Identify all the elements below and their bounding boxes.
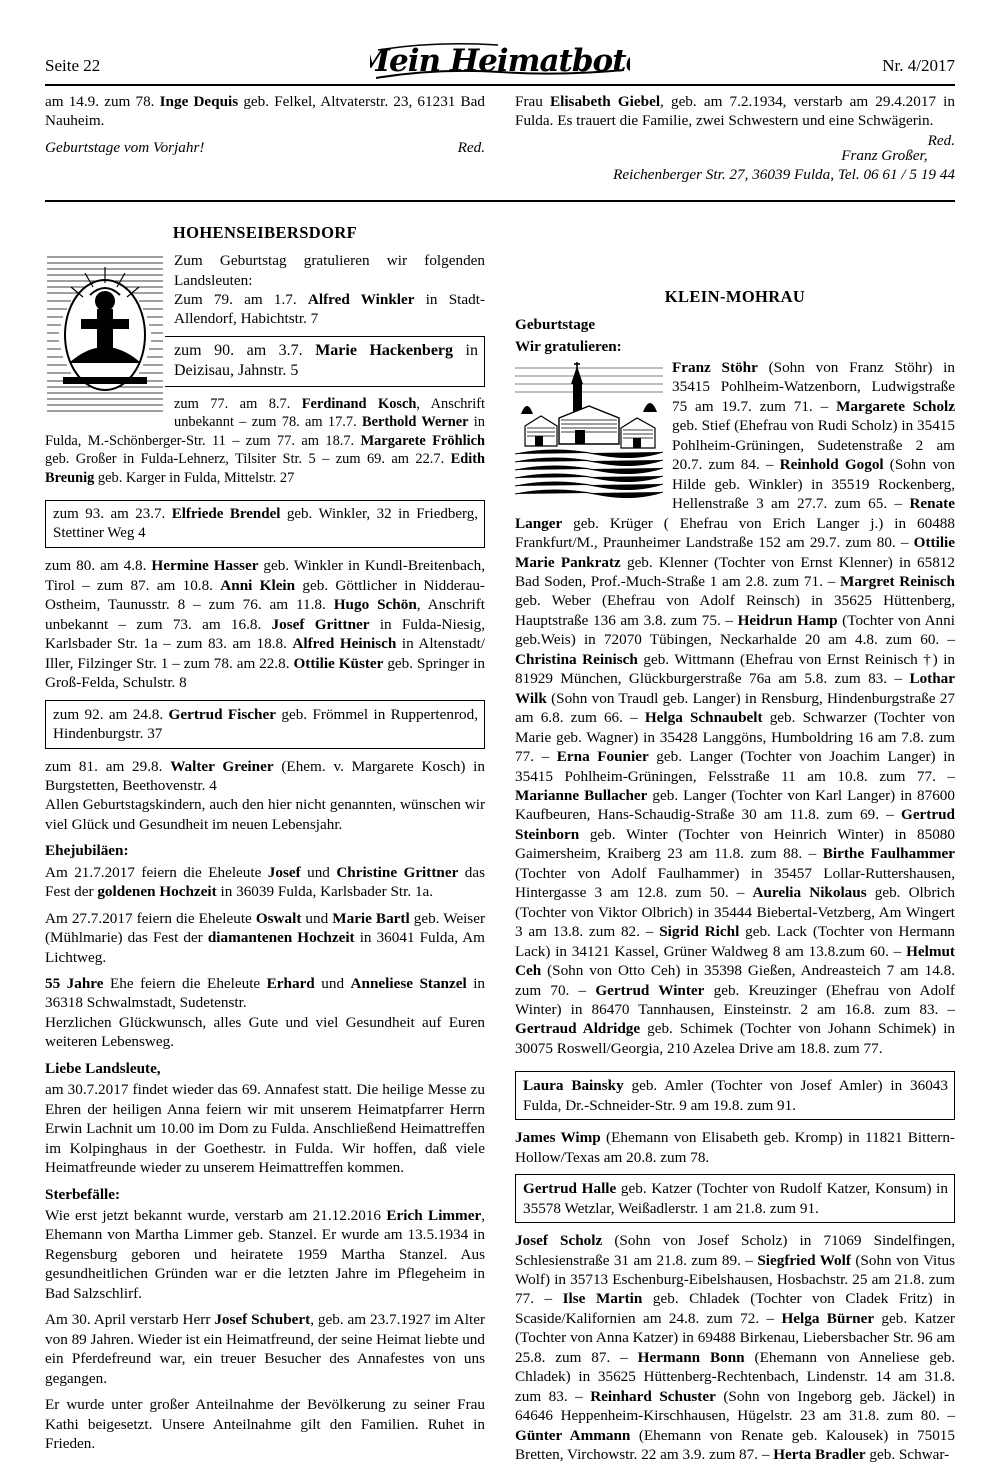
box1-name: Marie Hackenberg <box>315 341 454 359</box>
box3-prefix: zum 92. am 24.8. <box>53 705 169 723</box>
heading-wir-gratulieren: Wir gratulieren: <box>515 337 622 355</box>
heading-liebe-landsleute: Liebe Landsleute, <box>45 1059 161 1077</box>
right-top-pre: Frau <box>515 93 550 110</box>
left-top-note <box>45 138 485 157</box>
heading-sterbefaelle: Sterbefälle: <box>45 1185 121 1203</box>
right-top-sender-address: Reichenberger Str. 27, 36039 Fulda, Tel. 06 61 / 5 19 44 <box>613 166 955 184</box>
birthday-block-3 <box>45 757 485 796</box>
village-church-icon <box>515 360 663 498</box>
box-halle-detail: geb. Katzer (Tochter von Rudolf Katzer, Konsum) in 35578 Wetzlar, Weißadlerstr. 1 am 21.8. zum 91. <box>523 1180 948 1217</box>
page-header <box>45 38 955 82</box>
left-top-note-text: Geburtstage vom Vorjahr! <box>45 138 205 156</box>
klein-mohrau-birthday-list: Franz Stöhr (Sohn von Franz Stöhr) in 35415 Pohlheim-Watzenborn, Ludwigstraße 75 am 19.7. zum 71. – Margarete Scholz geb. Stief (Ehefrau von Rudi Scholz) in 35415 Pohlheim-Grüningen, Sudetenstraße 2 am 20.7. zum 84. – Reinhold Gogol (Sohn von Hilde geb. Winkler) in 35519 Rockenberg, Hellenstraße 3 am 27.7. zum 65. – Renate Langer geb. Krüger ( Ehefrau von Erich Langer j.) in 60488 Frankfurt/M., Praunheimer Landstraße 152 am 29.7. zum 80. – Ottilie Marie Pankratz geb. Klenner (Tochter von Ernst Klenner) in 65812 Bad Soden, Prof.-Much-Straße 1 am 2.8. zum 71. – Margret Reinisch geb. Weber (Ehefrau von Adolf Reinsch) in 35625 Hüttenberg, Hauptstraße 136 am 3.8. zum 75. – Heidrun Hamp (Tochter von Anni geb.Weis) in 72070 Tübingen, Neckarhalde 20 am 4.8. zum 60. – Christina Reinisch geb. Wittmann (Ehefrau von Ernst Reinisch †) in 81929 München, Glückburgerstraße 76a am 5.8. zum 83. – Lothar Wilk (Sohn von Traudl geb. Langer) in Rensburg, Hindenburgstraße 27 am 6.8. zum 66. – Helga Schnaubelt geb. Schwarzer (Tochter von Marie geb. Wagner) in 35428 Langgöns, Humboldring 16 am 7.8. zum 77. – Erna Founier geb. Langer (Tochter von Joachim Langer) in 35415 Pohlheim-Grüningen, Felsstraße 11 am 10.8. zum 77. – Marianne Bullacher geb. Langer (Tochter von Karl Langer) in 87600 Kaufbeuren, Hans-Schaudig-Straße 30 am 11.8. zum 69. – Gertrud Steinborn geb. Winter (Tochter von Heinrich Winter) in 85080 Gaimersheim, Kraiberg 23 am 11.8. zum 88. – Birthe Faulhammer (Tochter von Adolf Faulhammer) in 35457 Lollar-Ruttershausen, Hintergasse 3 am 12.8. zum 50. – Aurelia Nikolaus geb. Olbrich (Tochter von Viktor Olbrich) in 35444 Biebertal-Vetzberg, Am Wingert 3 am 13.8. zum 82. – Sigrid Richl geb. Lack (Tochter von Hermann Lack) in 34121 Kassel, Grüner Waldweg 8 am 13.8.zum 60. – Helmut Ceh (Sohn von Otto Ceh) in 35398 Gießen, Andreasteich 7 am 14.8. zum 70. – Gertrud Winter geb. Kreuzinger (Ehefrau von Adolf Winter) in 86470 Tannhausen, Einsteinstr. 2 am 16.8. zum 83. – Gertraud Aldridge geb. Schimek (Tochter von Johann Schimek) in 30075 Roswell/Georgia, 210 Azelea Drive am 18.8. zum 77. <box>515 359 956 1057</box>
entry-name: Alfred Winkler <box>307 291 415 309</box>
left-column <box>45 222 485 1460</box>
svg-text:Mein Heimatbote: Mein Heimatbote <box>370 43 630 79</box>
birthday-block-1: zum 77. am 8.7. Ferdinand Kosch, Anschrift unbekannt – zum 78. am 17.7. Berthold Werner in Fulda, M.-Schönberger-Str. 11 – zum 77. am 18.7. Margarete Fröhlich geb. Großer in Fulda-Lehnerz, Tilsiter Str. 5 – zum 69. am 22.7. Edith Breunig geb. Karger in Fulda, Mittelstr. 27 <box>45 395 485 486</box>
heading-geburtstage: Geburtstage <box>515 316 596 334</box>
heading-ehejubilaeen: Ehejubiläen: <box>45 842 129 860</box>
box-laura-detail: geb. Amler (Tochter von Josef Amler) in 36043 Fulda, Dr.-Schneider-Str. 9 am 19.8. zum 91. <box>523 1077 948 1114</box>
box2-name: Elfriede Brendel <box>171 506 281 523</box>
masthead-wordmark-icon <box>370 38 630 82</box>
box1-suffix: in Deizisau, Jahnstr. 5 <box>174 341 479 380</box>
anniversary-congrats: Herzlichen Glückwunsch, alles Gute und viel Gesundheit auf Euren weiteren Lebensweg. <box>45 1013 485 1051</box>
entry-prefix: Zum 79. am 1.7. <box>174 291 308 309</box>
header-divider <box>45 84 955 86</box>
highlight-box-elfriede-brendel <box>45 500 485 548</box>
box2-prefix: zum 93. am 23.7. <box>53 506 172 523</box>
wimp-name: James Wimp <box>515 1129 601 1147</box>
anniversary-1: Am 21.7.2017 feiern die Eheleute Josef und Christine Grittner das Fest der goldenen Hochzeit in 36039 Fulda, Karlsbader Str. 1a. <box>45 863 486 901</box>
right-top-signature: Red. <box>927 131 955 149</box>
entry-suffix: in Stadt-Allendorf, Habichtstr. 7 <box>174 291 485 328</box>
issue-number-label: Nr. 4/2017 <box>882 56 955 75</box>
page-number-label: Seite 22 <box>45 56 101 75</box>
block3-prefix: zum 81. am 29.8. <box>45 757 171 775</box>
obituary-2: Am 30. April verstarb Herr Josef Schubert, geb. am 23.7.1927 im Alter von 89 Jahren. Wieder ist ein Heimatfreund, der seine Heimat liebte und ein Pferdefreund war, ein treuer Besucher des Annafestes von uns gegangen. <box>45 1311 486 1387</box>
section-divider <box>45 200 955 202</box>
box3-name: Gertrud Fischer <box>168 705 276 723</box>
right-top-post: , geb. am 7.2.1934, verstarb am 29.4.2017 in Fulda. Es trauert die Familie, zwei Schwestern und eine Schwägerin. <box>515 93 955 130</box>
right-top-sender-name: Franz Großer, <box>841 146 928 164</box>
anniversary-2: Am 27.7.2017 feiern die Eheleute Oswalt und Marie Bartl geb. Weiser (Mühlmarie) das Fest der diamantenen Hochzeit in 36041 Fulda, Am Lichtweg. <box>45 909 486 966</box>
left-column-top <box>45 92 485 192</box>
box2-suffix: geb. Winkler, 32 in Friedberg, Stettiner Weg 4 <box>53 506 478 542</box>
box-halle-name: Gertrud Halle <box>523 1180 617 1198</box>
wimp-detail: (Ehemann von Elisabeth geb. Kromp) in 11821 Bittern-Hollow/Texas am 20.8. zum 78. <box>515 1129 955 1166</box>
block3-name: Walter Greiner <box>170 757 274 775</box>
highlight-box-gertrud-halle <box>515 1174 955 1223</box>
hohenseibersdorf-intro: Zum Geburtstag gratulieren wir folgenden Landsleuten: <box>174 252 485 289</box>
left-top-pre: am 14.9. zum 78. <box>45 93 160 110</box>
right-top-paragraph <box>515 92 955 149</box>
highlight-box-laura-bainsky <box>515 1071 955 1120</box>
entry-james-wimp <box>515 1128 955 1167</box>
birthday-block-2: zum 80. am 4.8. Hermine Hasser geb. Winkler in Kundl-Breitenbach, Tirol – zum 87. am 10.8. Anni Klein geb. Göttlicher in Nidderau-Ostheim, Taunusstr. 8 – zum 76. am 11.8. Hugo Schön, Anschrift unbekannt – zum 73. am 16.8. Josef Grittner in Fulda-Niesig, Karlsbader Str. 1a – zum 83. am 18.8. Alfred Heinisch in Altenstadt/ Iller, Filzinger Str. 1 – zum 78. am 22.8. Ottilie Küster geb. Springer in Groß-Felda, Schulstr. 8 <box>45 557 486 692</box>
birthday-wish-text: Allen Geburtstagskindern, auch den hier nicht genannten, wünschen wir viel Glück und Gesundheit im neuen Lebensjahr. <box>45 796 485 833</box>
left-top-post: geb. Felkel, Altvaterstr. 23, 61231 Bad Nauheim. <box>45 93 486 130</box>
highlight-box-gertrud-fischer <box>45 700 485 749</box>
right-top-name: Elisabeth Giebel <box>549 93 661 110</box>
left-top-paragraph <box>45 92 485 131</box>
left-top-name: Inge Dequis <box>159 93 239 110</box>
left-top-signature: Red. <box>457 138 485 156</box>
anniversary-3: 55 Jahre Ehe feiern die Eheleute Erhard und Anneliese Stanzel in 36318 Schwalmstadt, Sudetenstr. <box>45 975 486 1012</box>
woodcut-illustration-klein-mohrau <box>515 360 663 498</box>
obituary-3: Er wurde unter großer Anteilnahme der Bevölkerung zu seiner Frau Kathi beigesetzt. Unsere Anteilnahme gilt den Familien. Ruhet in Frieden. <box>45 1396 485 1452</box>
right-column <box>515 222 955 1471</box>
woodcut-illustration-hohenseibersdorf <box>45 253 165 418</box>
masthead-logo <box>370 38 630 90</box>
klein-mohrau-birthday-list-continued: Josef Scholz (Sohn von Josef Scholz) in 71069 Sindelfingen, Schlesienstraße 31 am 21.8. zum 89. – Siegfried Wolf (Sohn von Vitus Wolf) in 35713 Eschenburg-Eibelshausen, Hosbachstr. 25 am 21.8. zum 77. – Ilse Martin geb. Chladek (Tochter von Cladek Fritz) in Scaside/Kalifornien am 24.8. zum 72. – Helga Bürner geb. Katzer (Tochter von Anna Katzer) in 69488 Birkenau, Liebersbacher Str. 96 am 25.8. zum 87. – Hermann Bonn (Ehemann von Anneliese geb. Chladek) in 35625 Hüttenberg-Rechtenbach, Lindenstr. 14 am 31.8. zum 83. – Reinhard Schuster (Sohn von Ingeborg geb. Jäckel) in 64646 Heppenheim-Kirschhausen, Hügelstr. 23 am 31.8. zum 80. – Günter Ammann (Ehemann von Renate geb. Kalousek) in 75015 Bretten, Virchowstr. 22 am 3.9. zum 87. – Herta Bradler geb. Schwar- <box>515 1232 956 1464</box>
village-emblem-icon <box>45 253 165 418</box>
liebe-landsleute-text: am 30.7.2017 findet wieder das 69. Annafest statt. Die heilige Messe zu Ehren der heiligen Anna feiern wir mit unserem Heimatpfarrer Herrn Erwin Lachnit um 10.00 im Dom zu Fulda. Anschließend Heimattreffen im Kolpinghaus in der Goethestr. in Fulda. Wir hoffen, daß viele Heimatfreunde wieder zu unserem Heimattreffen kommen. <box>45 1081 485 1177</box>
box-laura-name: Laura Bainsky <box>523 1077 624 1095</box>
section-title-klein-mohrau: KLEIN-MOHRAU <box>664 287 806 306</box>
section-title-hohenseibersdorf: HOHENSEIBERSDORF <box>172 223 358 242</box>
right-column-top <box>515 92 955 192</box>
block3-suffix: (Ehem. v. Margarete Kosch) in Burgstetten, Beethovenstr. 4 <box>45 757 485 794</box>
box1-prefix: zum 90. am 3.7. <box>174 341 316 359</box>
obituary-1: Wie erst jetzt bekannt wurde, verstarb am 21.12.2016 Erich Limmer, Ehemann von Martha Limmer geb. Stanzel. Er wurde am 13.5.1934 in Regensburg geboren und heiratete 1959 Martha Stanzel. Aus gesundheitlichen Gründen war er die letzten Jahre im Pflegeheim in Bad Salzschlirf. <box>45 1207 485 1302</box>
box3-suffix: geb. Frömmel in Ruppertenrod, Hindenburgstr. 37 <box>53 705 478 743</box>
